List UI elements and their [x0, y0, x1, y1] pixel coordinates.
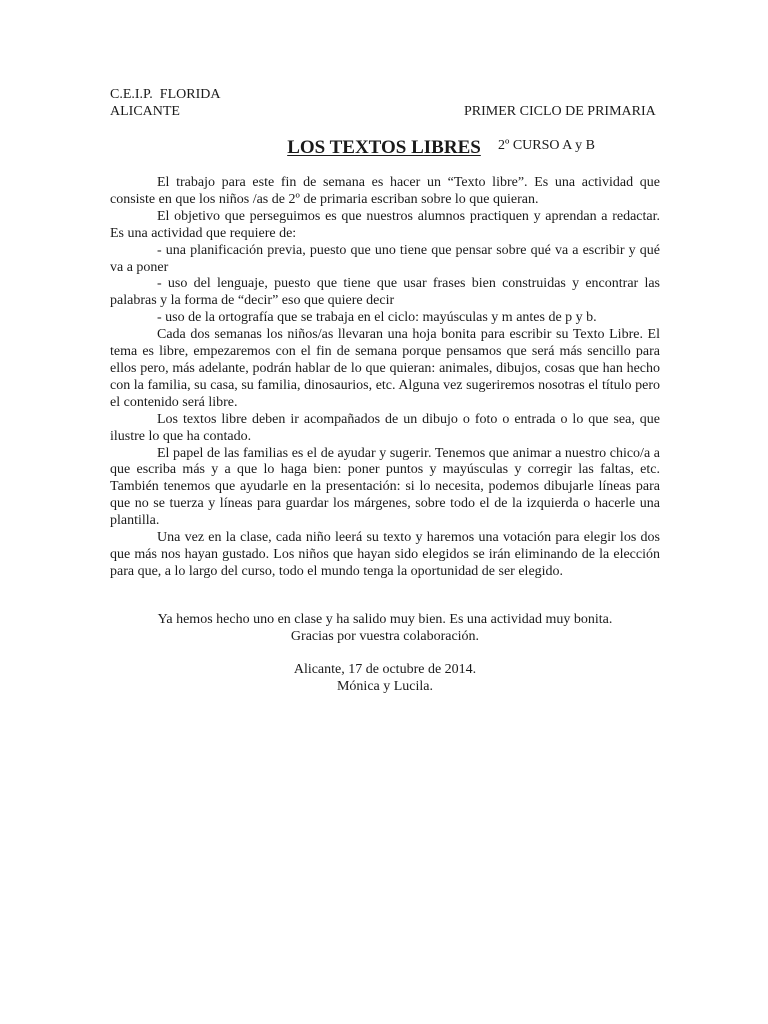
letterhead-left [110, 86, 220, 120]
paragraph-families: El papel de las familias es el de ayudar y sugerir. Tenemos que animar a nuestro chico/a a que escriba más y a que lo haga bien: poner puntos y mayúsculas y corregir las faltas, etc. También tenemos que ayudarle en la presentación: si lo necesita, podemos dibujarle líneas para que no se tuerza y líneas para guardar los márgenes, sobre todo el de la izquierda o hacerle una plantilla. [110, 445, 660, 529]
paragraph-objective: El objetivo que perseguimos es que nuestros alumnos practiquen y aprendan a redactar. Es una actividad que requiere de: [110, 208, 660, 241]
signoff-authors: Mónica y Lucila. [336, 679, 434, 694]
signoff-date: Alicante, 17 de octubre de 2014. [293, 662, 477, 677]
list-item-spelling: - uso de la ortografía que se trabaja en el ciclo: mayúsculas y m antes de p y b. [157, 310, 597, 326]
document-title [0, 137, 768, 159]
document-title-text: LOS TEXTOS LIBRES [287, 137, 481, 158]
school-city: ALICANTE [110, 104, 180, 119]
document-body [110, 175, 660, 581]
school-cycle: PRIMER CICLO DE PRIMARIA [464, 104, 656, 119]
list-item-planning: - una planificación previa, puesto que uno tiene que pensar sobre qué va a escribir y qué va a poner [110, 242, 660, 275]
school-course: 2º CURSO A y B [498, 138, 595, 153]
signature-block [110, 661, 660, 695]
paragraph-drawing: Los textos libre deben ir acompañados de un dibujo o foto o entrada o lo que sea, que ilustre lo que ha contado. [110, 411, 660, 444]
list-item-language: - uso del lenguaje, puesto que tiene que usar frases bien construidas y encontrar las palabras y la forma de “decir” eso que quiere decir [110, 276, 660, 309]
closing-line-2: Gracias por vuestra colaboración. [290, 629, 480, 644]
closing-note [110, 611, 660, 645]
paragraph-voting: Una vez en la clase, cada niño leerá su texto y haremos una votación para elegir los dos que más nos hayan gustado. Los niños que hayan sido elegidos se irán eliminando de la elección para que, a lo largo del curso, todo el mundo tenga la oportunidad de ser elegido. [110, 530, 660, 579]
paragraph-intro: El trabajo para este fin de semana es hacer un “Texto libre”. Es una actividad que consiste en que los niños /as de 2º de primaria escriban sobre lo que quieran. [110, 175, 660, 207]
paragraph-schedule: Cada dos semanas los niños/as llevaran una hoja bonita para escribir su Texto Libre. El tema es libre, empezaremos con el fin de semana porque pensamos que será más sencillo para ellos pero, más adelante, podrán hablar de lo que quieran: animales, dibujos, cosas que han hecho con la familia, su casa, su familia, dinosaurios, etc. Alguna vez sugeriremos nosotras el título pero el contenido será libre. [110, 327, 660, 410]
school-name: C.E.I.P. FLORIDA [110, 87, 221, 102]
closing-line-1: Ya hemos hecho uno en clase y ha salido muy bien. Es una actividad muy bonita. [157, 612, 613, 627]
